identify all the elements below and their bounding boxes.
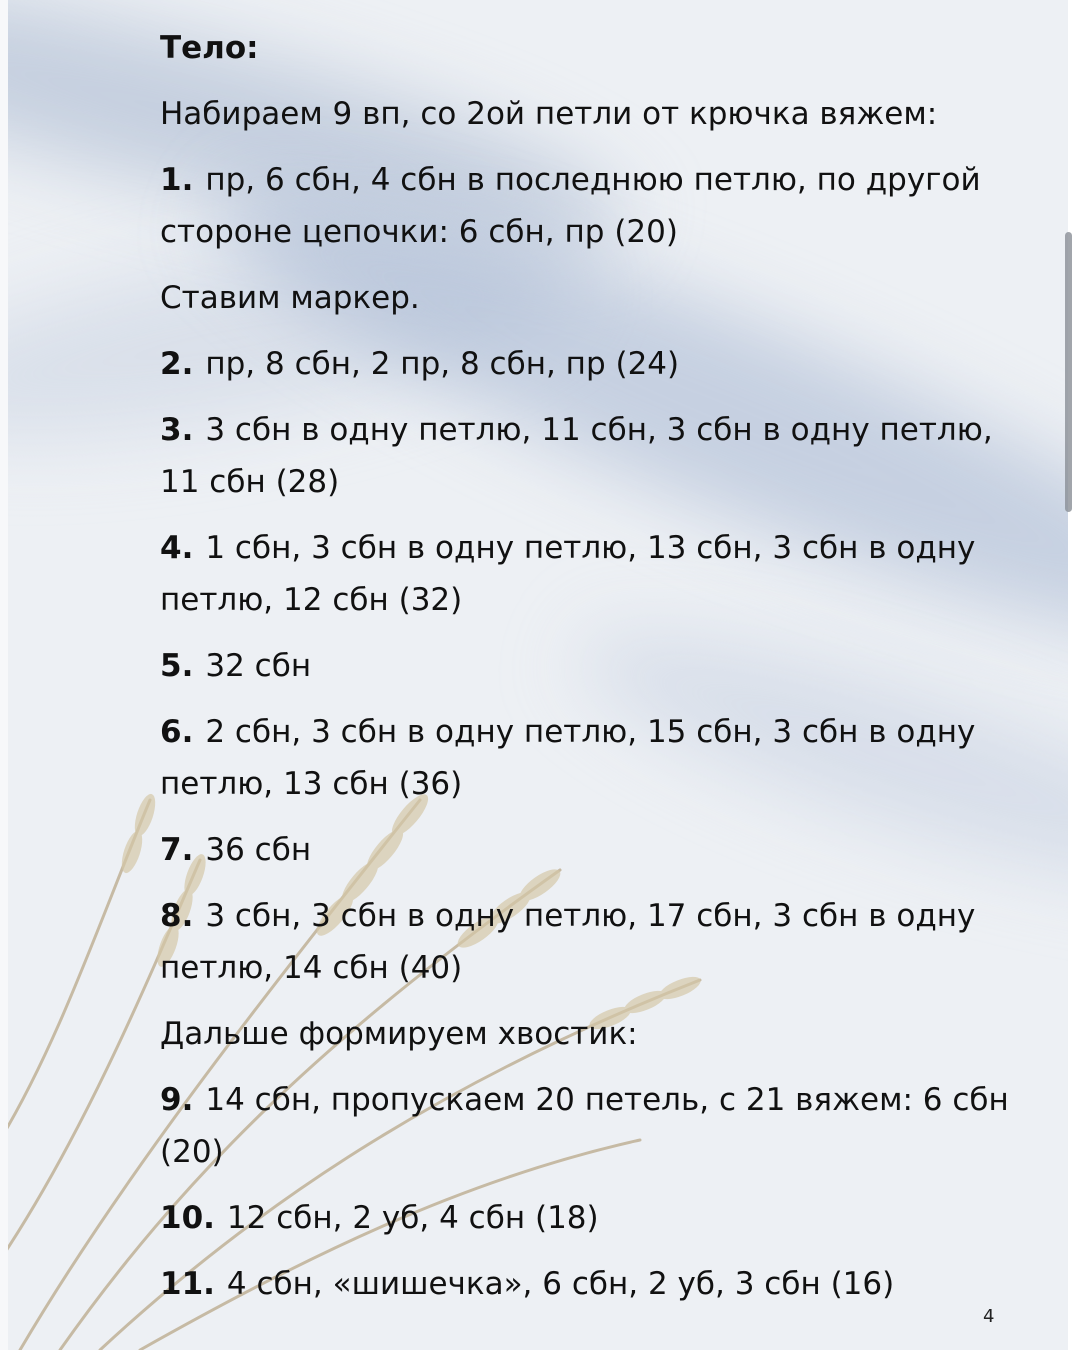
note-text: Дальше формируем хвостик: — [160, 1016, 638, 1052]
row-text: 32 сбн — [205, 648, 312, 684]
row-number: 2. — [160, 346, 194, 382]
row-text: 14 сбн, пропускаем 20 петель, с 21 вяжем: 6 сбн (20) — [160, 1082, 1009, 1170]
row-number: 7. — [160, 832, 194, 868]
row-text: 36 сбн — [205, 832, 312, 868]
intro-text: Набираем 9 вп, со 2ой петли от крючка вяжем: — [160, 96, 938, 132]
page-number: 4 — [983, 1306, 995, 1327]
pattern-row — [160, 522, 1020, 626]
row-text: 3 сбн в одну петлю, 11 сбн, 3 сбн в одну петлю, 11 сбн (28) — [160, 412, 993, 500]
row-number: 6. — [160, 714, 194, 750]
row-text: 2 сбн, 3 сбн в одну петлю, 15 сбн, 3 сбн в одну петлю, 13 сбн (36) — [160, 714, 976, 802]
pattern-row — [160, 890, 1020, 994]
pattern-row — [160, 640, 1020, 692]
row-number: 3. — [160, 412, 194, 448]
row-text: пр, 6 сбн, 4 сбн в последнюю петлю, по другой стороне цепочки: 6 сбн, пр (20) — [160, 162, 981, 250]
pattern-row — [160, 706, 1020, 810]
row-number: 4. — [160, 530, 194, 566]
pattern-row — [160, 1192, 1020, 1244]
page-edge — [1068, 0, 1080, 1350]
row-text: 12 сбн, 2 уб, 4 сбн (18) — [226, 1200, 599, 1236]
row-number: 10. — [160, 1200, 215, 1236]
row-text: пр, 8 сбн, 2 пр, 8 сбн, пр (24) — [205, 346, 680, 382]
vertical-scrollbar[interactable] — [1065, 232, 1072, 512]
section-heading: Тело: — [160, 30, 259, 66]
row-number: 11. — [160, 1266, 215, 1302]
pattern-row — [160, 338, 1020, 390]
row-number: 1. — [160, 162, 194, 198]
row-text: 3 сбн, 3 сбн в одну петлю, 17 сбн, 3 сбн в одну петлю, 14 сбн (40) — [160, 898, 976, 986]
row-number: 9. — [160, 1082, 194, 1118]
note-text: Ставим маркер. — [160, 280, 420, 316]
page-edge — [0, 0, 8, 1350]
pattern-text — [160, 22, 1020, 1324]
pattern-row — [160, 824, 1020, 876]
row-text: 4 сбн, «шишечка», 6 сбн, 2 уб, 3 сбн (16) — [226, 1266, 895, 1302]
pattern-row — [160, 1074, 1020, 1178]
pattern-row — [160, 404, 1020, 508]
row-number: 5. — [160, 648, 194, 684]
pattern-row — [160, 1258, 1020, 1310]
row-number: 8. — [160, 898, 194, 934]
pattern-row — [160, 154, 1020, 258]
row-text: 1 сбн, 3 сбн в одну петлю, 13 сбн, 3 сбн в одну петлю, 12 сбн (32) — [160, 530, 976, 618]
